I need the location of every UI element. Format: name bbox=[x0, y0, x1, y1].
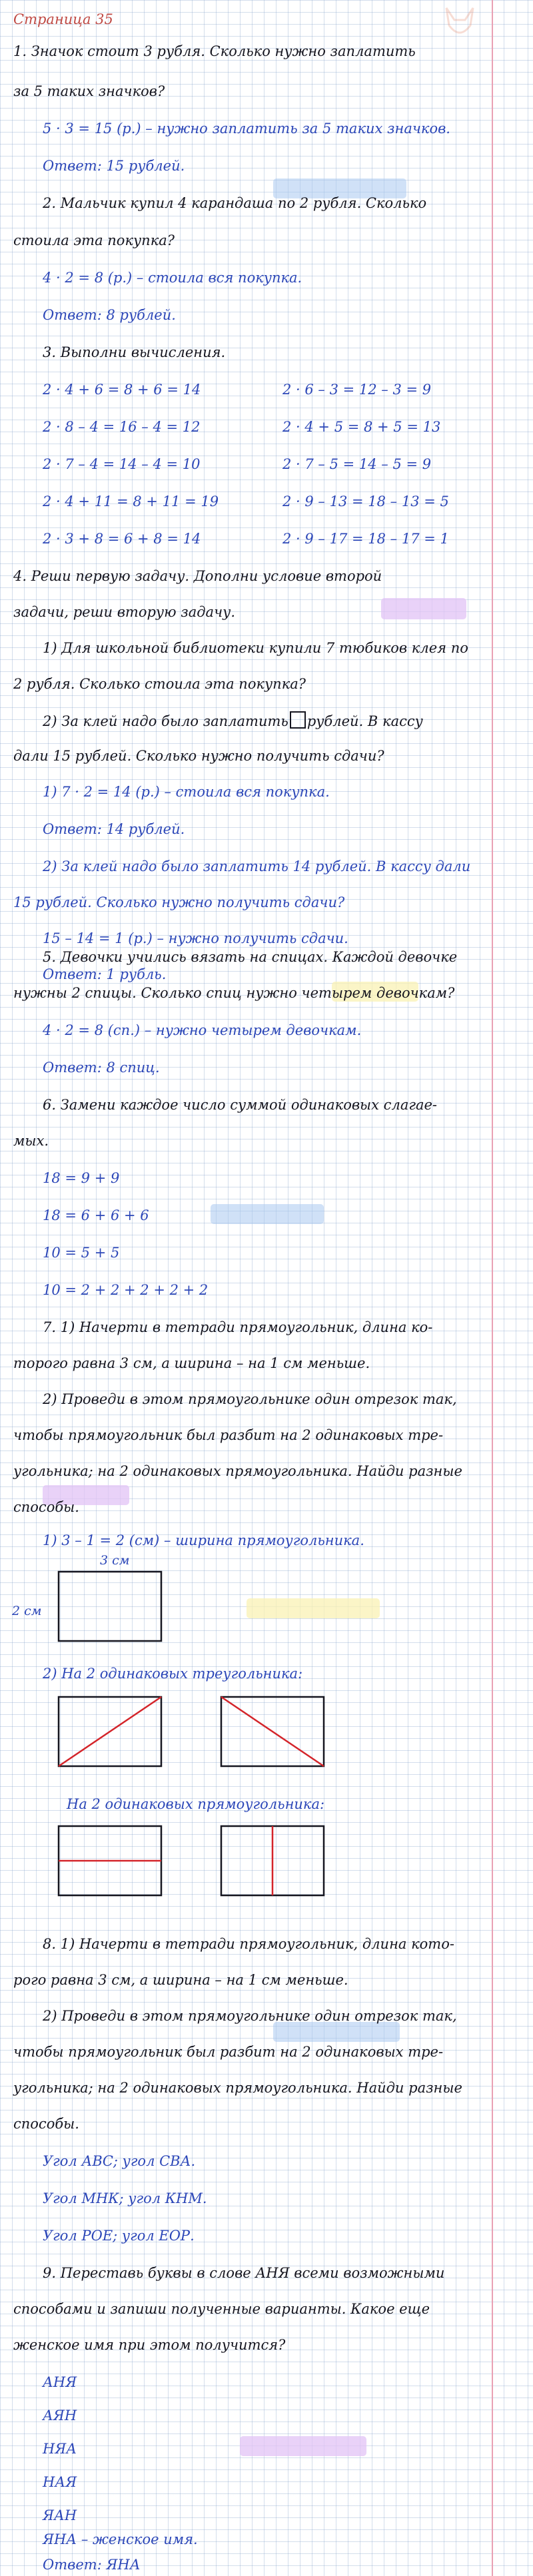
task3-right-2: 2 · 4 + 5 = 8 + 5 = 13 bbox=[282, 419, 441, 435]
rectangles-figure-2 bbox=[220, 1825, 326, 1898]
task2-text-line2: стоила эта покупка? bbox=[13, 232, 175, 248]
task7-solution1: 1) 3 – 1 = 2 (см) – ширина прямоугольника. bbox=[43, 1532, 364, 1548]
task9-variant-6: ЯНА – женское имя. bbox=[43, 2531, 198, 2547]
task3-left-2: 2 · 8 – 4 = 16 – 4 = 12 bbox=[43, 419, 201, 435]
task9-answer: Ответ: ЯНА bbox=[43, 2557, 141, 2573]
task7-text-line3: 2) Проведи в этом прямоугольнике один отрезок так, bbox=[43, 1391, 457, 1407]
task3-left-5: 2 · 3 + 8 = 6 + 8 = 14 bbox=[43, 531, 201, 547]
task3-right-5: 2 · 9 – 17 = 18 – 17 = 1 bbox=[282, 531, 449, 547]
task4-part2-line2: дали 15 рублей. Сколько нужно получить сдачи? bbox=[13, 748, 384, 764]
task3-right-1: 2 · 6 – 3 = 12 – 3 = 9 bbox=[282, 382, 432, 398]
width-label: 2 см bbox=[12, 1604, 42, 1618]
task2-solution: 4 · 2 = 8 (р.) – стоила вся покупка. bbox=[43, 270, 302, 286]
task8-text-line6: способы. bbox=[13, 2116, 79, 2132]
task8-angle-3: Угол РОЕ; угол ЕОР. bbox=[43, 2228, 195, 2244]
task3-left-3: 2 · 7 – 4 = 14 – 4 = 10 bbox=[43, 456, 201, 472]
task1-solution: 5 · 3 = 15 (р.) – нужно заплатить за 5 таких значков. bbox=[43, 121, 450, 137]
triangles-figure-1 bbox=[57, 1696, 164, 1769]
task9-text-line3: женское имя при этом получится? bbox=[13, 2337, 286, 2353]
highlight-blue bbox=[211, 1204, 324, 1224]
task9-variant-2: АЯН bbox=[43, 2408, 77, 2423]
task4-solution2-line1: 2) За клей надо было заплатить 14 рублей. В кассу дали bbox=[43, 858, 471, 874]
task9-variant-4: НАЯ bbox=[43, 2474, 77, 2490]
task8-angle-2: Угол МНК; угол КНМ. bbox=[43, 2190, 207, 2206]
task4-part1-line1: 1) Для школьной библиотеки купили 7 тюбиков клея по bbox=[43, 640, 468, 656]
task9-variant-5: ЯАН bbox=[43, 2507, 77, 2523]
task1-text-line2: за 5 таких значков? bbox=[13, 83, 165, 99]
task1-answer: Ответ: 15 рублей. bbox=[43, 158, 185, 174]
rectangle-figure bbox=[57, 1570, 164, 1644]
task9-text-line2: способами и запиши полученные варианты. Какое еще bbox=[13, 2301, 430, 2317]
task4-solution2-calc: 15 – 14 = 1 (р.) – нужно получить сдачи. bbox=[43, 930, 348, 946]
task4-solution1: 1) 7 · 2 = 14 (р.) – стоила вся покупка. bbox=[43, 784, 330, 800]
task3-left-4: 2 · 4 + 11 = 8 + 11 = 19 bbox=[43, 493, 219, 509]
task5-text-line1: 5. Девочки учились вязать на спицах. Каждой девочке bbox=[43, 949, 458, 965]
task6-line-4: 10 = 2 + 2 + 2 + 2 + 2 bbox=[43, 1282, 209, 1298]
task6-text-line2: мых. bbox=[13, 1133, 49, 1149]
task7-solution3: На 2 одинаковых прямоугольника: bbox=[67, 1796, 325, 1812]
task4-part2-line1 bbox=[43, 711, 423, 730]
task5-solution: 4 · 2 = 8 (сп.) – нужно четырем девочкам. bbox=[43, 1022, 362, 1038]
task4-part2-suffix: рублей. В кассу bbox=[306, 713, 423, 729]
task8-text-line1: 8. 1) Начерти в тетради прямоугольник, длина кото- bbox=[43, 1936, 454, 1952]
highlight-yellow bbox=[247, 1598, 380, 1618]
highlight-blue bbox=[273, 2022, 400, 2042]
task8-text-line4: чтобы прямоугольник был разбит на 2 одинаковых тре- bbox=[13, 2044, 444, 2060]
task7-text-line5: угольника; на 2 одинаковых прямоугольника. Найди разные bbox=[13, 1463, 462, 1479]
task4-text-line1: 4. Реши первую задачу. Дополни условие второй bbox=[13, 568, 382, 584]
task2-text-line1: 2. Мальчик купил 4 карандаша по 2 рубля. Сколько bbox=[43, 195, 427, 211]
task7-text-line6: способы. bbox=[13, 1499, 79, 1515]
fox-logo-icon bbox=[440, 3, 480, 43]
notebook-margin-line bbox=[492, 0, 493, 2576]
rectangles-figure-1 bbox=[57, 1825, 164, 1898]
task3-text: 3. Выполни вычисления. bbox=[43, 344, 226, 360]
task4-part2-prefix: 2) За клей надо было заплатить bbox=[43, 713, 288, 729]
task5-text-line2: нужны 2 спицы. Сколько спиц нужно четырем девочкам? bbox=[13, 985, 455, 1001]
blank-box bbox=[290, 711, 306, 729]
task6-line-1: 18 = 9 + 9 bbox=[43, 1170, 120, 1186]
task6-text-line1: 6. Замени каждое число суммой одинаковых слагае- bbox=[43, 1097, 437, 1113]
task7-solution2: 2) На 2 одинаковых треугольника: bbox=[43, 1666, 303, 1682]
task9-text-line1: 9. Переставь буквы в слове АНЯ всеми возможными bbox=[43, 2265, 445, 2281]
task1-text-line1: 1. Значок стоит 3 рубля. Сколько нужно заплатить bbox=[13, 43, 416, 59]
task4-solution2-line2: 15 рублей. Сколько нужно получить сдачи? bbox=[13, 894, 345, 910]
task6-line-3: 10 = 5 + 5 bbox=[43, 1245, 120, 1261]
task4-answer2: Ответ: 1 рубль. bbox=[43, 966, 167, 982]
task4-answer1: Ответ: 14 рублей. bbox=[43, 821, 185, 837]
task9-variant-1: АНЯ bbox=[43, 2374, 77, 2390]
task5-answer: Ответ: 8 спиц. bbox=[43, 1060, 160, 1076]
task4-part1-line2: 2 рубля. Сколько стоила эта покупка? bbox=[13, 676, 306, 692]
task7-text-line1: 7. 1) Начерти в тетради прямоугольник, длина ко- bbox=[43, 1319, 433, 1335]
length-label: 3 см bbox=[100, 1553, 130, 1568]
task9-variant-3: НЯА bbox=[43, 2441, 77, 2457]
highlight-purple bbox=[381, 598, 466, 619]
task3-right-3: 2 · 7 – 5 = 14 – 5 = 9 bbox=[282, 456, 432, 472]
highlight-purple bbox=[240, 2436, 366, 2456]
page-title: Страница 35 bbox=[13, 11, 113, 27]
triangles-figure-2 bbox=[220, 1696, 326, 1769]
task6-line-2: 18 = 6 + 6 + 6 bbox=[43, 1207, 149, 1223]
task7-text-line2: торого равна 3 см, а ширина – на 1 см меньше. bbox=[13, 1355, 370, 1371]
task7-text-line4: чтобы прямоугольник был разбит на 2 одинаковых тре- bbox=[13, 1427, 444, 1443]
task2-answer: Ответ: 8 рублей. bbox=[43, 307, 176, 323]
task8-text-line2: рого равна 3 см, а ширина – на 1 см меньше. bbox=[13, 1972, 348, 1988]
task8-text-line3: 2) Проведи в этом прямоугольнике один отрезок так, bbox=[43, 2008, 457, 2024]
task4-text-line2: задачи, реши вторую задачу. bbox=[13, 604, 235, 620]
task8-text-line5: угольника; на 2 одинаковых прямоугольника. Найди разные bbox=[13, 2080, 462, 2096]
task3-right-4: 2 · 9 – 13 = 18 – 13 = 5 bbox=[282, 493, 449, 509]
task3-left-1: 2 · 4 + 6 = 8 + 6 = 14 bbox=[43, 382, 201, 398]
task8-angle-1: Угол АВС; угол СВА. bbox=[43, 2153, 196, 2169]
